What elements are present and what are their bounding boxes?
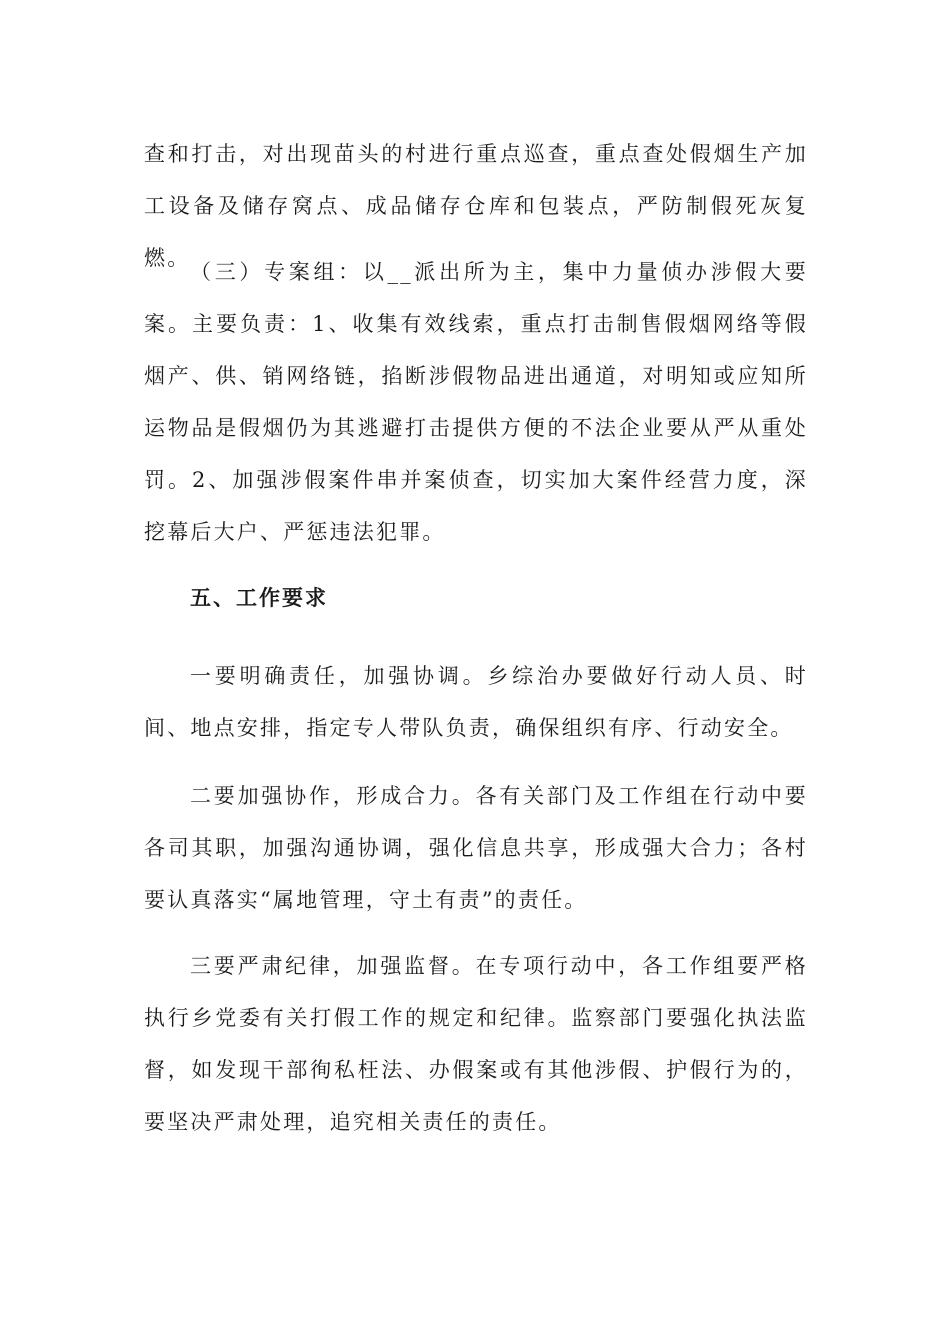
paragraph-requirement-three: 三要严肃纪律，加强监督。在专项行动中，各工作组要严格执行乡党委有关打假工作的规定和纪律。监察部门要强化执法监督，如发现干部徇私枉法、办假案或有其他涉假、护假行为的，要坚决严肃处理，追究相关责任的责任。: [144, 954, 808, 1134]
paragraph-requirement-two: 二要加强协作，形成合力。各有关部门及工作组在行动中要各司其职，加强沟通协调，强化信息共享，形成强大合力；各村要认真落实“属地管理，守土有责”的责任。: [144, 784, 808, 912]
section-heading-work-requirements: 五、工作要求: [190, 586, 328, 610]
paragraph-continuation: 查和打击，对出现苗头的村进行重点巡查，重点查处假烟生产加工设备及储存窝点、成品储存仓库和包装点，严防制假死灰复燃。: [144, 142, 808, 270]
paragraph-requirement-one: 一要明确责任，加强协调。乡综治办要做好行动人员、时间、地点安排，指定专人带队负责，确保组织有序、行动安全。: [144, 664, 808, 740]
paragraph-special-case-group: （三）专案组：以__派出所为主，集中力量侦办涉假大要案。主要负责：1、收集有效线索，重点打击制售假烟网络等假烟产、供、销网络链，掐断涉假物品进出通道，对明知或应知所运物品是假烟仍为其逃避打击提供方便的不法企业要从严从重处罚。2、加强涉假案件串并案侦查，切实加大案件经营力度，深挖幕后大户、严惩违法犯罪。: [144, 260, 808, 544]
